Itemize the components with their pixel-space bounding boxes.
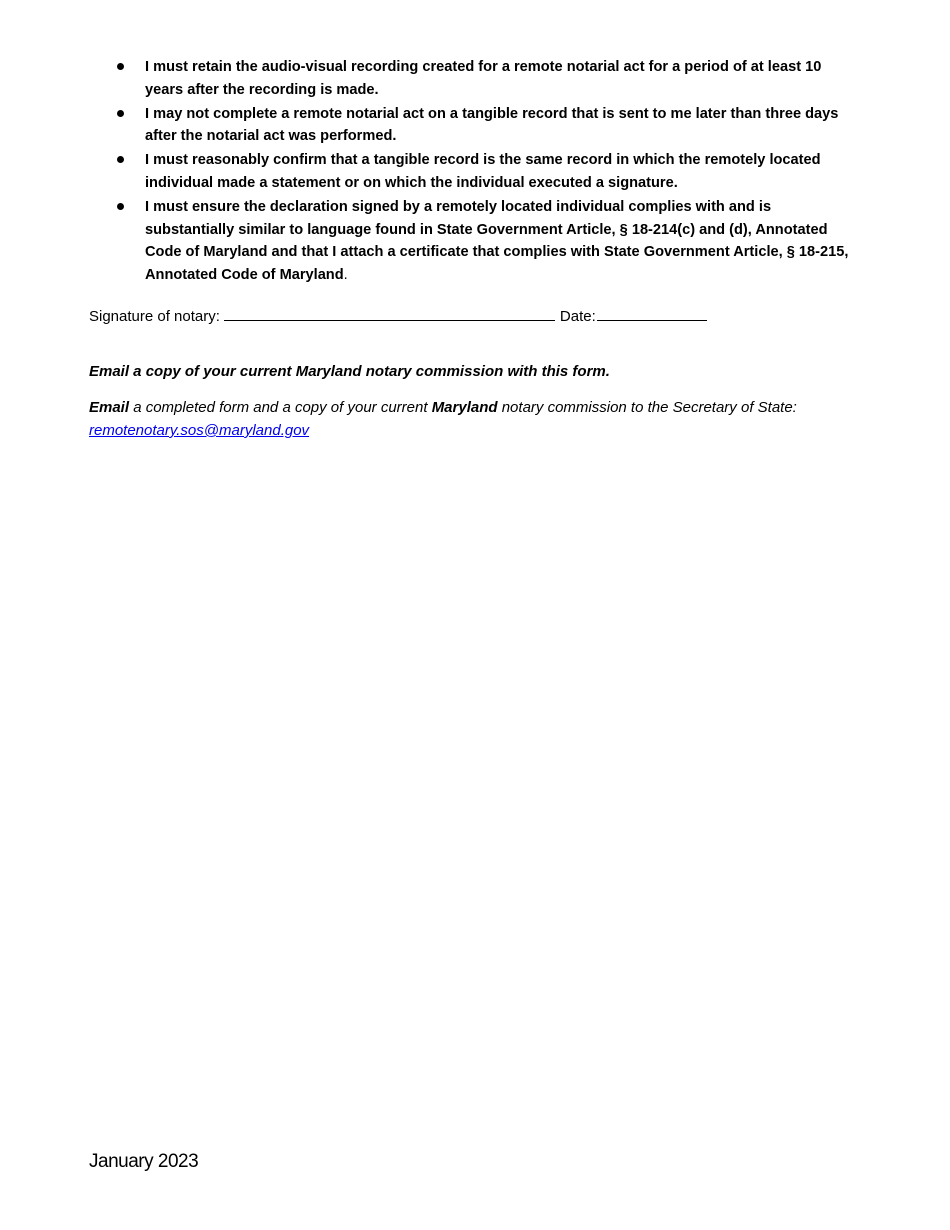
requirement-text: I must ensure the declaration signed by a remotely located individual complies with and is substantially similar to language found in State Government Article, § 18-214(c) and (d), Annotated Code of Maryland and that I attach a certificate that complies with State Government Article, § 18-215, Annotated Code of Maryland	[145, 198, 849, 284]
email-address-link[interactable]: remotenotary.sos@maryland.gov	[89, 422, 310, 439]
email-instructions	[89, 396, 849, 442]
bullet-icon	[117, 203, 124, 210]
footer-date: January 2023	[89, 1151, 199, 1172]
signature-label: Signature of notary:	[89, 308, 220, 325]
signature-row	[89, 306, 707, 328]
bullet-icon	[117, 156, 124, 163]
requirement-text: I must reasonably confirm that a tangible record is the same record in which the remotely located individual made a statement or on which the individual executed a signature.	[145, 152, 821, 191]
email-state: Maryland	[431, 399, 498, 416]
date-label: Date:	[559, 308, 596, 325]
email-lead: Email	[89, 399, 130, 416]
requirement-item	[0, 103, 950, 149]
requirement-text: I must retain the audio-visual recording created for a remote notarial act for a period of at least 10 years after the recording is made.	[145, 59, 822, 98]
date-field[interactable]	[597, 306, 707, 321]
email-instructions-part2: notary commission to the Secretary of State:	[497, 399, 797, 416]
requirement-item	[0, 196, 950, 287]
requirement-item	[0, 149, 950, 195]
email-copy-note: Email a copy of your current Maryland notary commission with this form.	[89, 363, 610, 380]
requirement-suffix: .	[343, 267, 348, 284]
email-instructions-part1: a completed form and a copy of your current	[129, 399, 432, 416]
signature-field[interactable]	[224, 306, 555, 321]
bullet-icon	[117, 110, 124, 117]
bullet-icon	[117, 63, 124, 70]
requirement-text: I may not complete a remote notarial act on a tangible record that is sent to me later than three days after the notarial act was performed.	[145, 105, 839, 145]
requirements-list	[0, 56, 950, 288]
requirement-item	[0, 56, 950, 102]
